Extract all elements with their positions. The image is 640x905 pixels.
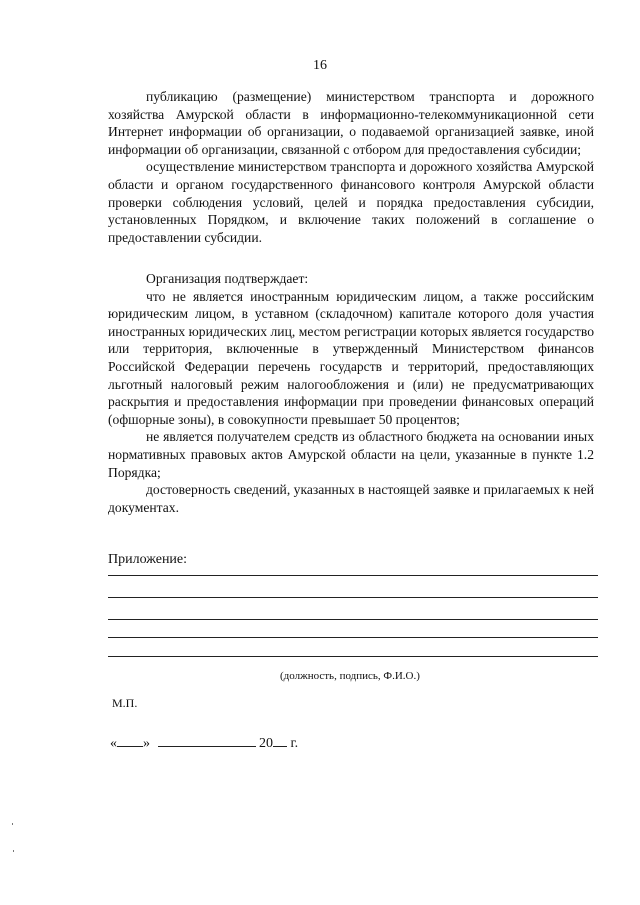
scan-speck [12,823,13,825]
attachment-label: Приложение: [108,552,188,567]
scan-speck [13,850,14,852]
day-blank [117,733,143,747]
attachment-line [108,637,598,638]
paragraph-publication-consent: публикацию (размещение) министерством транспорта и дорожного хозяйства Амурской области в информационно-телекоммуникационной сети Интернет информации об организации, о подаваемой организацией заявке, иной информации об организации, связанной с отбором для предоставления субсидии; [108,89,594,157]
paragraph-inspection-consent: осуществление министерством транспорта и дорожного хозяйства Амурской области и органом государственного финансового контроля Амурской области проверки соблюдения условий, целей и порядка предоставления субсидии, установленных Порядком, и включение таких положений в соглашение о предоставлении субсидии. [108,159,594,245]
attachment-line [108,597,598,598]
date-close-quote: » [143,736,150,751]
paragraph-not-budget-recipient: не является получателем средств из областного бюджета на основании иных нормативных правовых актов Амурской области на цели, указанные в пункте 1.2 Порядка; [108,429,594,480]
signature-line [108,656,598,657]
page-number: 16 [313,58,327,73]
date-year-prefix: 20 [259,736,273,751]
date-field [110,733,298,752]
paragraph-not-foreign-entity: что не является иностранным юридическим лицом, а также российским юридическим лицом, в уставном (складочном) капитале которого доля участия иностранных юридических лиц, местом регистрации которых является государство или территория, включенные в утвержденный Министерством финансов Российской Федерации перечень государств и территорий, предоставляющих льготный налоговый режим налогообложения и (или) не предусматривающих раскрытия и предоставления информации при проведении финансовых операций (офшорные зоны), в совокупности превышает 50 процентов; [108,288,594,427]
paragraph-confirms-heading: Организация подтверждает: [146,271,309,286]
year-blank [273,733,287,747]
confirmation-paragraphs [108,270,594,516]
seal-label: М.П. [112,696,138,710]
month-blank [158,733,256,747]
signature-caption: (должность, подпись, Ф.И.О.) [280,670,420,682]
attachment-line [108,575,598,576]
attachment-line [108,619,598,620]
consent-paragraphs [108,88,594,246]
paragraph-data-accuracy: достоверность сведений, указанных в настоящей заявке и прилагаемых к ней документах. [108,482,594,515]
date-suffix: г. [290,736,299,751]
date-open-quote: « [110,736,117,751]
